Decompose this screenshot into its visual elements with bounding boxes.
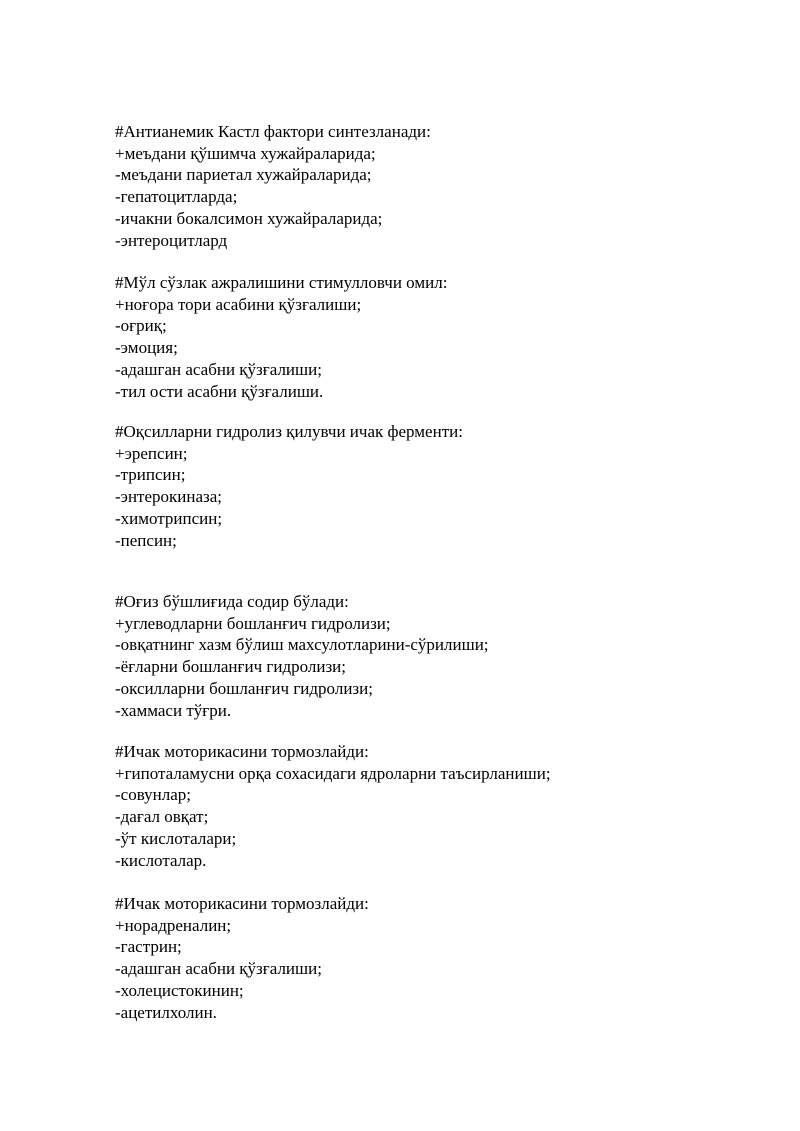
answer-option: -оксилларни бошланғич гидролизи; — [115, 678, 373, 698]
question-block — [115, 272, 755, 402]
answer-option: -овқатнинг хазм бўлиш махсулотларини-сўрилиши; — [115, 635, 489, 655]
answer-option: -ўт кислоталари; — [115, 828, 237, 848]
answer-option: -меъдани париетал хужайраларида; — [115, 165, 372, 185]
answer-option: +меъдани қўшимча хужайраларида; — [115, 143, 376, 163]
answer-option: -гепатоцитларда; — [115, 187, 238, 207]
answer-option: -энтероцитлард — [115, 230, 228, 250]
answer-option: -оғриқ; — [115, 316, 167, 336]
question-text: #Оқсилларни гидролиз қилувчи ичак ферменти: — [115, 422, 463, 441]
answer-option: -адашган асабни қўзғалиши; — [115, 959, 322, 979]
answer-option: -пепсин; — [115, 530, 177, 550]
answer-option: -эмоция; — [115, 338, 178, 358]
answer-option: -гастрин; — [115, 937, 182, 957]
answer-option: -совунлар; — [115, 785, 192, 805]
answer-option: +эрепсин; — [115, 443, 188, 463]
answer-option: +гипоталамусни орқа сохасидаги ядроларни таъсирланиши; — [115, 763, 551, 783]
answer-option: -хаммаси тўғри. — [115, 700, 232, 720]
answer-option: +норадреналин; — [115, 915, 232, 935]
answer-option: -энтерокиназа; — [115, 487, 223, 507]
answer-option: -тил ости асабни қўзғалиши. — [115, 381, 324, 401]
answer-option: -адашган асабни қўзғалиши; — [115, 359, 322, 379]
answer-option: -ичакни бокалсимон хужайраларида; — [115, 208, 383, 228]
question-text: #Оғиз бўшлиғида содир бўлади: — [115, 592, 349, 611]
question-text: #Антианемик Кастл фактори синтезланади: — [115, 122, 431, 141]
answer-option: -ёғларни бошланғич гидролизи; — [115, 657, 347, 677]
question-block — [115, 591, 755, 721]
answer-option: -ацетилхолин. — [115, 1002, 217, 1022]
question-block — [115, 421, 755, 551]
question-block — [115, 893, 755, 1023]
question-block — [115, 121, 755, 251]
answer-option: -холецистокинин; — [115, 980, 244, 1000]
question-text: #Ичак моторикасини тормозлайди: — [115, 894, 369, 913]
answer-option: -дағал овқат; — [115, 807, 209, 827]
answer-option: -кислоталар. — [115, 850, 207, 870]
answer-option: -трипсин; — [115, 465, 186, 485]
question-text: #Ичак моторикасини тормозлайди: — [115, 742, 369, 761]
answer-option: +углеводларни бошланғич гидролизи; — [115, 613, 391, 633]
question-text: #Мўл сўзлак ажралишини стимулловчи омил: — [115, 273, 448, 292]
question-block — [115, 741, 755, 871]
answer-option: +ноғора тори асабини қўзғалиши; — [115, 294, 362, 314]
answer-option: -химотрипсин; — [115, 508, 223, 528]
